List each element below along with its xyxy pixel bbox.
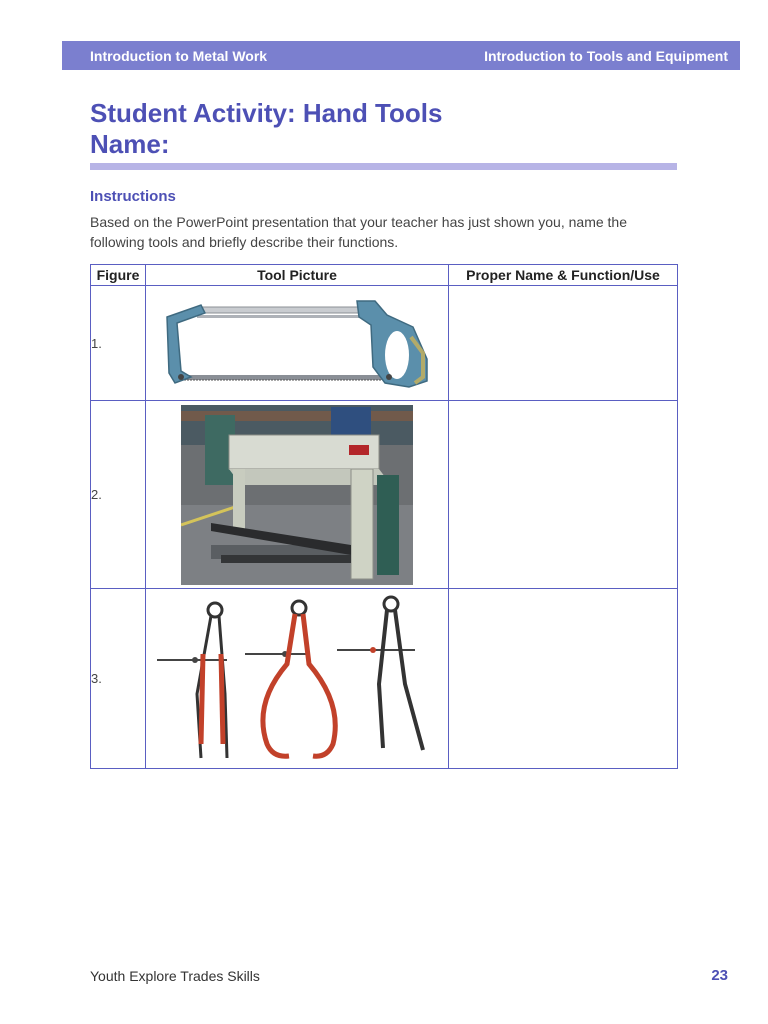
header-proper-name: Proper Name & Function/Use xyxy=(449,265,678,286)
table-row xyxy=(91,401,678,589)
title-divider xyxy=(90,163,677,170)
title-line-1: Student Activity: Hand Tools xyxy=(90,98,443,128)
figure-number: 1. xyxy=(91,286,146,401)
foot-shear-icon xyxy=(181,405,413,585)
answer-cell[interactable] xyxy=(449,401,678,589)
header-tool-picture: Tool Picture xyxy=(146,265,449,286)
footer-title: Youth Explore Trades Skills xyxy=(90,968,260,984)
header-left-text: Introduction to Metal Work xyxy=(90,47,268,64)
page-title xyxy=(90,98,442,160)
figure-number: 2. xyxy=(91,401,146,589)
answer-cell[interactable] xyxy=(449,286,678,401)
page-number: 23 xyxy=(711,967,728,984)
instructions-heading: Instructions xyxy=(90,188,176,205)
title-line-2: Name: xyxy=(90,129,170,159)
instructions-text: Based on the PowerPoint presentation that your teacher has just shown you, name the following tools and briefly describe their functions. xyxy=(90,214,627,250)
header-right-text: Introduction to Tools and Equipment xyxy=(484,47,728,64)
answer-cell[interactable] xyxy=(449,589,678,769)
table-row xyxy=(91,589,678,769)
activity-table xyxy=(90,264,678,769)
figure-number: 3. xyxy=(91,589,146,769)
hacksaw-icon xyxy=(161,297,433,389)
divider-icon xyxy=(337,597,423,750)
hacksaw-image xyxy=(146,286,449,401)
inside-caliper-icon xyxy=(157,603,227,758)
table-row xyxy=(91,286,678,401)
calipers-icon xyxy=(157,594,437,764)
foot-shear-image xyxy=(146,401,449,589)
table-header-row xyxy=(91,265,678,286)
header-bar xyxy=(62,41,740,70)
calipers-dividers-image xyxy=(146,589,449,769)
header-figure: Figure xyxy=(91,265,146,286)
outside-caliper-icon xyxy=(245,601,335,756)
